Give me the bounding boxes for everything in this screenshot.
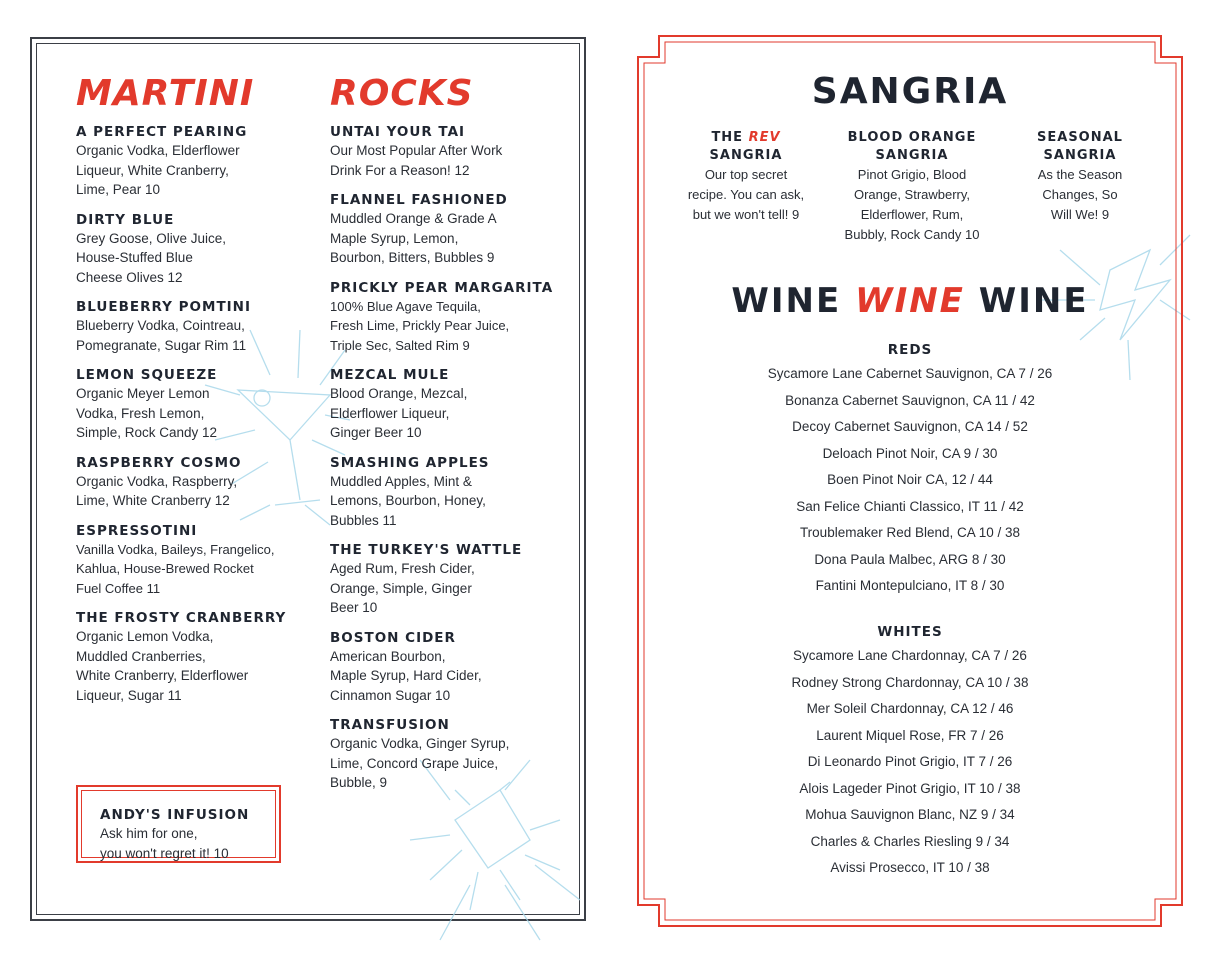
sangria-item-blood-orange [827, 129, 997, 245]
name-prefix: THE [711, 130, 749, 145]
wine-row: Di Leonardo Pinot Grigio, IT 7 / 26 [807, 754, 1013, 769]
item-name: PRICKLY PEAR MARGARITA [330, 279, 554, 296]
rev-accent: REV [748, 130, 781, 145]
item-name: RASPBERRY COSMO [76, 454, 242, 471]
featured-item-name: ANDY'S INFUSION [100, 807, 250, 823]
item-desc: 100% Blue Agave Tequila, Fresh Lime, Prickly Pear Juice, Triple Sec, Salted Rim 9 [330, 298, 510, 353]
sangria-title: SANGRIA [811, 71, 1009, 112]
featured-item-box [76, 785, 281, 863]
item-desc: Muddled Orange & Grade A Maple Syrup, Lemon, Bourbon, Bitters, Bubbles 9 [330, 211, 497, 265]
item-desc: Organic Meyer Lemon Vodka, Fresh Lemon, Simple, Rock Candy 12 [76, 386, 218, 440]
wine-row: Sycamore Lane Chardonnay, CA 7 / 26 [793, 648, 1027, 663]
wine-row: Fantini Montepulciano, IT 8 / 30 [815, 578, 1005, 593]
item-desc: Grey Goose, Olive Juice, House-Stuffed Blue Cheese Olives 12 [76, 230, 227, 285]
item-desc: Aged Rum, Fresh Cider, Orange, Simple, Ginger Beer 10 [330, 561, 475, 615]
menu-item [76, 299, 316, 355]
item-name: TRANSFUSION [330, 717, 450, 733]
sangria-item-rev [675, 129, 817, 225]
menu-item [76, 212, 316, 288]
wine-row: Laurent Miquel Rose, FR 7 / 26 [816, 727, 1004, 743]
wine-row: San Felice Chianti Classico, IT 11 / 42 [796, 498, 1024, 514]
rocks-title: ROCKS [330, 73, 474, 114]
wine-row: Dona Paula Malbec, ARG 8 / 30 [814, 551, 1006, 567]
wine-title-accent: WINE [855, 281, 965, 321]
wine-row: Rodney Strong Chardonnay, CA 10 / 38 [791, 674, 1029, 690]
wine-title-a: WINE [731, 281, 856, 321]
featured-item-desc: Ask him for one, you won't regret it! 10 [100, 826, 229, 861]
menu-item [76, 124, 316, 200]
item-name: FLANNEL FASHIONED [330, 192, 508, 208]
item-name [675, 129, 817, 165]
item-name: LEMON SQUEEZE [76, 367, 218, 383]
item-desc: Organic Lemon Vodka, Muddled Cranberries, White Cranberry, Elderflower Liqueur, Sugar 11 [76, 629, 249, 703]
whites-list [637, 621, 1183, 882]
whites-heading: WHITES [877, 624, 943, 640]
item-desc: Muddled Apples, Mint & Lemons, Bourbon, Honey, Bubbles 11 [330, 473, 486, 528]
item-desc: Our Most Popular After Work Drink For a Reason! 12 [330, 143, 503, 178]
martini-title: MARTINI [76, 73, 255, 114]
item-desc: Blueberry Vodka, Cointreau, Pomegranate, Sugar Rim 11 [76, 318, 247, 353]
menu-item [330, 455, 575, 531]
item-desc: Blood Orange, Mezcal, Elderflower Liqueur, Ginger Beer 10 [330, 386, 468, 440]
item-desc: As the Season Changes, So Will We! 9 [1037, 167, 1123, 222]
rocks-column [330, 74, 575, 793]
martini-column [76, 74, 316, 705]
item-name: SEASONAL SANGRIA [1037, 130, 1123, 163]
wine-row: Troublemaker Red Blend, CA 10 / 38 [799, 525, 1021, 540]
wine-title [637, 281, 1183, 321]
wine-row: Charles & Charles Riesling 9 / 34 [810, 833, 1010, 849]
item-name: A PERFECT PEARING [76, 124, 248, 140]
wine-row: Avissi Prosecco, IT 10 / 38 [830, 860, 990, 875]
reds-heading: REDS [887, 342, 933, 358]
menu-item [76, 523, 316, 599]
wine-row: Sycamore Lane Cabernet Sauvignon, CA 7 / 26 [767, 366, 1053, 381]
menu-item [76, 455, 316, 511]
wine-row: Mer Soleil Chardonnay, CA 12 / 46 [806, 701, 1014, 716]
item-desc: Organic Vodka, Elderflower Liqueur, White Cranberry, Lime, Pear 10 [76, 143, 240, 197]
wine-row: Bonanza Cabernet Sauvignon, CA 11 / 42 [785, 392, 1035, 408]
menu-item [330, 717, 575, 793]
wine-row: Alois Lageder Pinot Grigio, IT 10 / 38 [799, 780, 1021, 796]
item-name: BLOOD ORANGE SANGRIA [847, 130, 977, 163]
sangria-item-seasonal [1019, 129, 1141, 225]
item-name: SMASHING APPLES [330, 454, 490, 471]
item-desc: Organic Vodka, Ginger Syrup, Lime, Concord Grape Juice, Bubble, 9 [330, 736, 510, 790]
sangria-wine-panel [637, 35, 1183, 927]
item-name: THE FROSTY CRANBERRY [76, 610, 287, 626]
item-name: MEZCAL MULE [330, 367, 450, 383]
wine-title-c: WINE [964, 281, 1089, 321]
item-name: ESPRESSOTINI [76, 522, 198, 539]
menu-item [330, 192, 575, 268]
name-line2: SANGRIA [709, 148, 783, 163]
item-desc: Pinot Grigio, Blood Orange, Strawberry, Elderflower, Rum, Bubbly, Rock Candy 10 [844, 167, 980, 242]
menu-item [330, 542, 575, 618]
item-desc: American Bourbon, Maple Syrup, Hard Cider, Cinnamon Sugar 10 [330, 648, 482, 703]
featured-item [100, 807, 249, 863]
menu-item [76, 367, 316, 443]
menu-item [330, 367, 575, 443]
wine-row: Decoy Cabernet Sauvignon, CA 14 / 52 [792, 419, 1028, 434]
wine-row: Boen Pinot Noir CA, 12 / 44 [827, 472, 993, 487]
menu-item [330, 280, 575, 356]
reds-list [637, 339, 1183, 600]
item-desc: Vanilla Vodka, Baileys, Frangelico, Kahlua, House-Brewed Rocket Fuel Coffee 11 [76, 541, 275, 596]
wine-row: Mohua Sauvignon Blanc, NZ 9 / 34 [805, 807, 1015, 822]
menu-item [330, 124, 575, 180]
item-name: DIRTY BLUE [76, 211, 175, 228]
menu-item [76, 610, 316, 705]
item-name: BLUEBERRY POMTINI [76, 299, 251, 315]
wine-row: Deloach Pinot Noir, CA 9 / 30 [822, 445, 998, 461]
item-name: THE TURKEY'S WATTLE [330, 542, 523, 558]
item-name: UNTAI YOUR TAI [330, 124, 466, 140]
item-desc: Our top secret recipe. You can ask, but we won't tell! 9 [687, 167, 805, 222]
menu-item [330, 630, 575, 706]
item-name: BOSTON CIDER [330, 629, 456, 646]
item-desc: Organic Vodka, Raspberry, Lime, White Cranberry 12 [76, 473, 238, 508]
